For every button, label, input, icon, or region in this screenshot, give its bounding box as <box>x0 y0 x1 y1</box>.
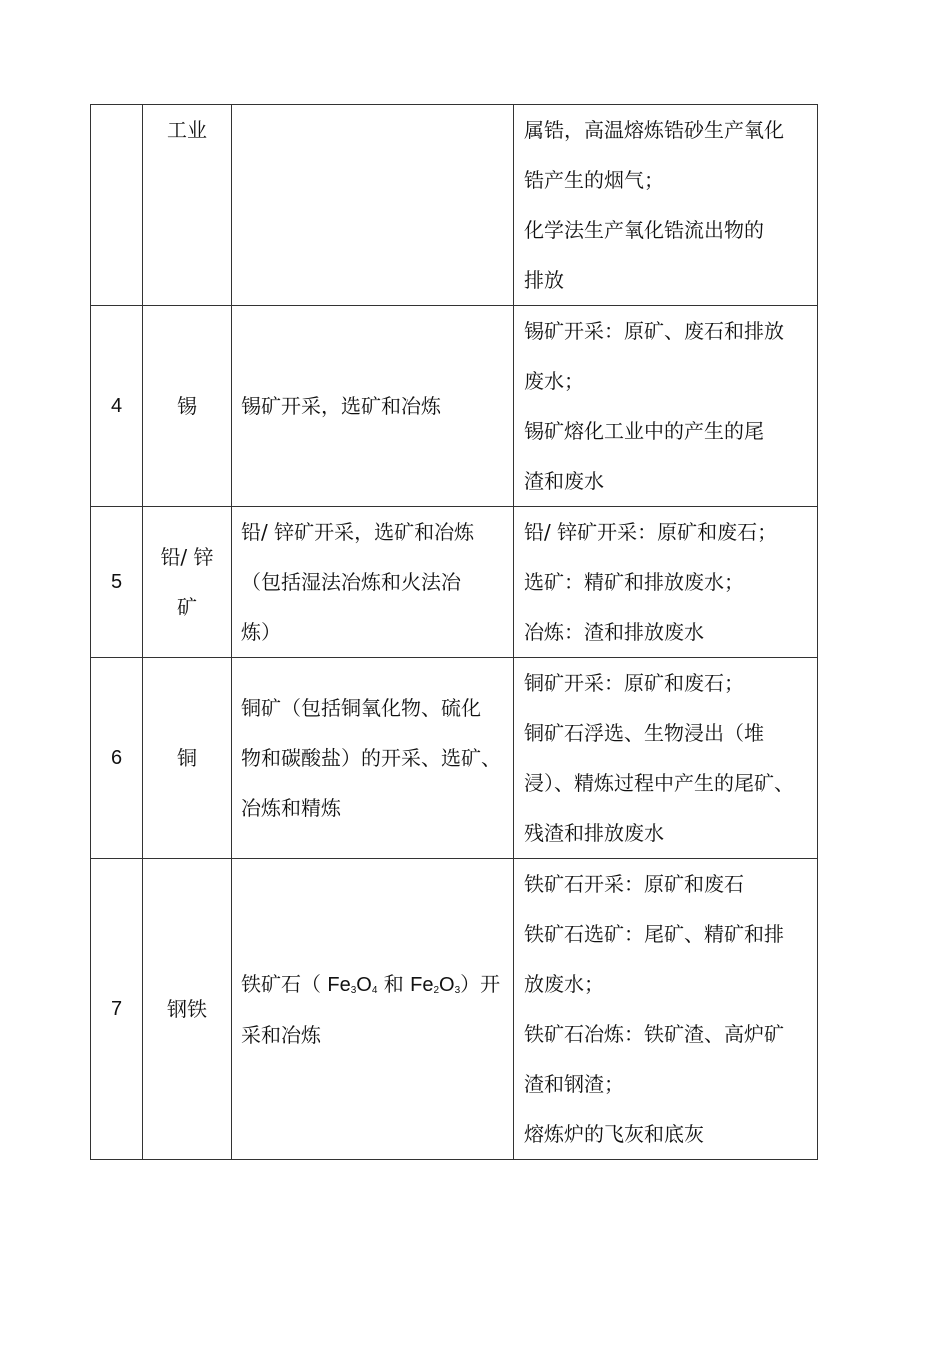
source-line: 铜矿开采：原矿和废石； <box>524 671 744 695</box>
source-line: 铁矿石冶炼：铁矿渣、高炉矿 <box>524 1022 784 1046</box>
row-number-cell: 7 <box>91 859 143 1160</box>
source-line: 铁矿石开采：原矿和废石 <box>524 872 744 896</box>
industry-name-cell <box>143 507 232 658</box>
source-line: 铅/ 锌矿开采：原矿和废石； <box>524 520 778 544</box>
process-cell <box>232 105 514 306</box>
source-line: 废水； <box>524 369 584 393</box>
pollution-source-cell <box>514 507 818 658</box>
industry-name-line: 锡 <box>177 394 197 418</box>
source-line: 锆产生的烟气； <box>524 168 664 192</box>
table-row <box>91 507 818 658</box>
source-line: 冶炼：渣和排放废水 <box>524 620 704 644</box>
industry-name-cell <box>143 658 232 859</box>
industry-name-cell <box>143 105 232 306</box>
source-line: 铜矿石浮选、生物浸出（堆 <box>524 721 764 745</box>
source-line: 铁矿石选矿：尾矿、精矿和排 <box>524 922 784 946</box>
row-number-cell <box>91 105 143 306</box>
source-line: 渣和废水 <box>524 469 604 493</box>
process-line: 锡矿开采，选矿和冶炼 <box>241 394 441 418</box>
pollution-source-cell <box>514 658 818 859</box>
process-line: 炼） <box>241 620 281 644</box>
source-line: 残渣和排放废水 <box>524 821 664 845</box>
process-line: 铅/ 锌矿开采，选矿和冶炼 <box>241 520 475 544</box>
pollution-source-cell <box>514 859 818 1160</box>
source-line: 熔炼炉的飞灰和底灰 <box>524 1122 704 1146</box>
formula-fe2o3: $Fe_2O_3$ <box>410 973 461 996</box>
process-line: 物和碳酸盐）的开采、选矿、 <box>241 746 501 770</box>
industry-name-line: 矿 <box>177 595 197 619</box>
source-line: 化学法生产氧化锆流出物的 <box>524 218 764 242</box>
process-line: 冶炼和精炼 <box>241 796 341 820</box>
mining-pollution-table <box>90 104 818 1160</box>
source-line: 选矿：精矿和排放废水； <box>524 570 744 594</box>
industry-name-line: 铅/ 锌 <box>160 545 214 569</box>
process-cell <box>232 507 514 658</box>
process-cell <box>232 658 514 859</box>
row-number-cell: 6 <box>91 658 143 859</box>
table-row <box>91 105 818 306</box>
industry-name-line: 钢铁 <box>167 997 207 1021</box>
source-line: 锡矿熔化工业中的产生的尾 <box>524 419 764 443</box>
process-line: 铜矿（包括铜氧化物、硫化 <box>241 696 481 720</box>
source-line: 排放 <box>524 268 564 292</box>
process-cell <box>232 859 514 1160</box>
pollution-source-cell <box>514 306 818 507</box>
process-line: 铁矿石（ $Fe_3O_4$ 和 $Fe_2O_3$）开 <box>241 971 501 996</box>
industry-name-cell <box>143 859 232 1160</box>
pollution-source-cell <box>514 105 818 306</box>
formula-fe3o4: $Fe_3O_4$ <box>327 973 378 996</box>
source-line: 锡矿开采：原矿、废石和排放 <box>524 319 784 343</box>
industry-name-line: 铜 <box>177 746 197 770</box>
industry-name-cell <box>143 306 232 507</box>
table-row <box>91 306 818 507</box>
source-line: 放废水； <box>524 972 604 996</box>
source-line: 浸）、精炼过程中产生的尾矿、 <box>524 771 794 795</box>
process-line: （包括湿法冶炼和火法冶 <box>241 570 461 594</box>
process-line: 采和冶炼 <box>241 1022 321 1047</box>
row-number-cell: 4 <box>91 306 143 507</box>
process-cell <box>232 306 514 507</box>
row-number-cell: 5 <box>91 507 143 658</box>
source-line: 属锆，高温熔炼锆砂生产氧化 <box>524 118 784 142</box>
table-row <box>91 859 818 1160</box>
industry-name-line: 工业 <box>167 118 207 142</box>
source-line: 渣和钢渣； <box>524 1072 624 1096</box>
table-row <box>91 658 818 859</box>
